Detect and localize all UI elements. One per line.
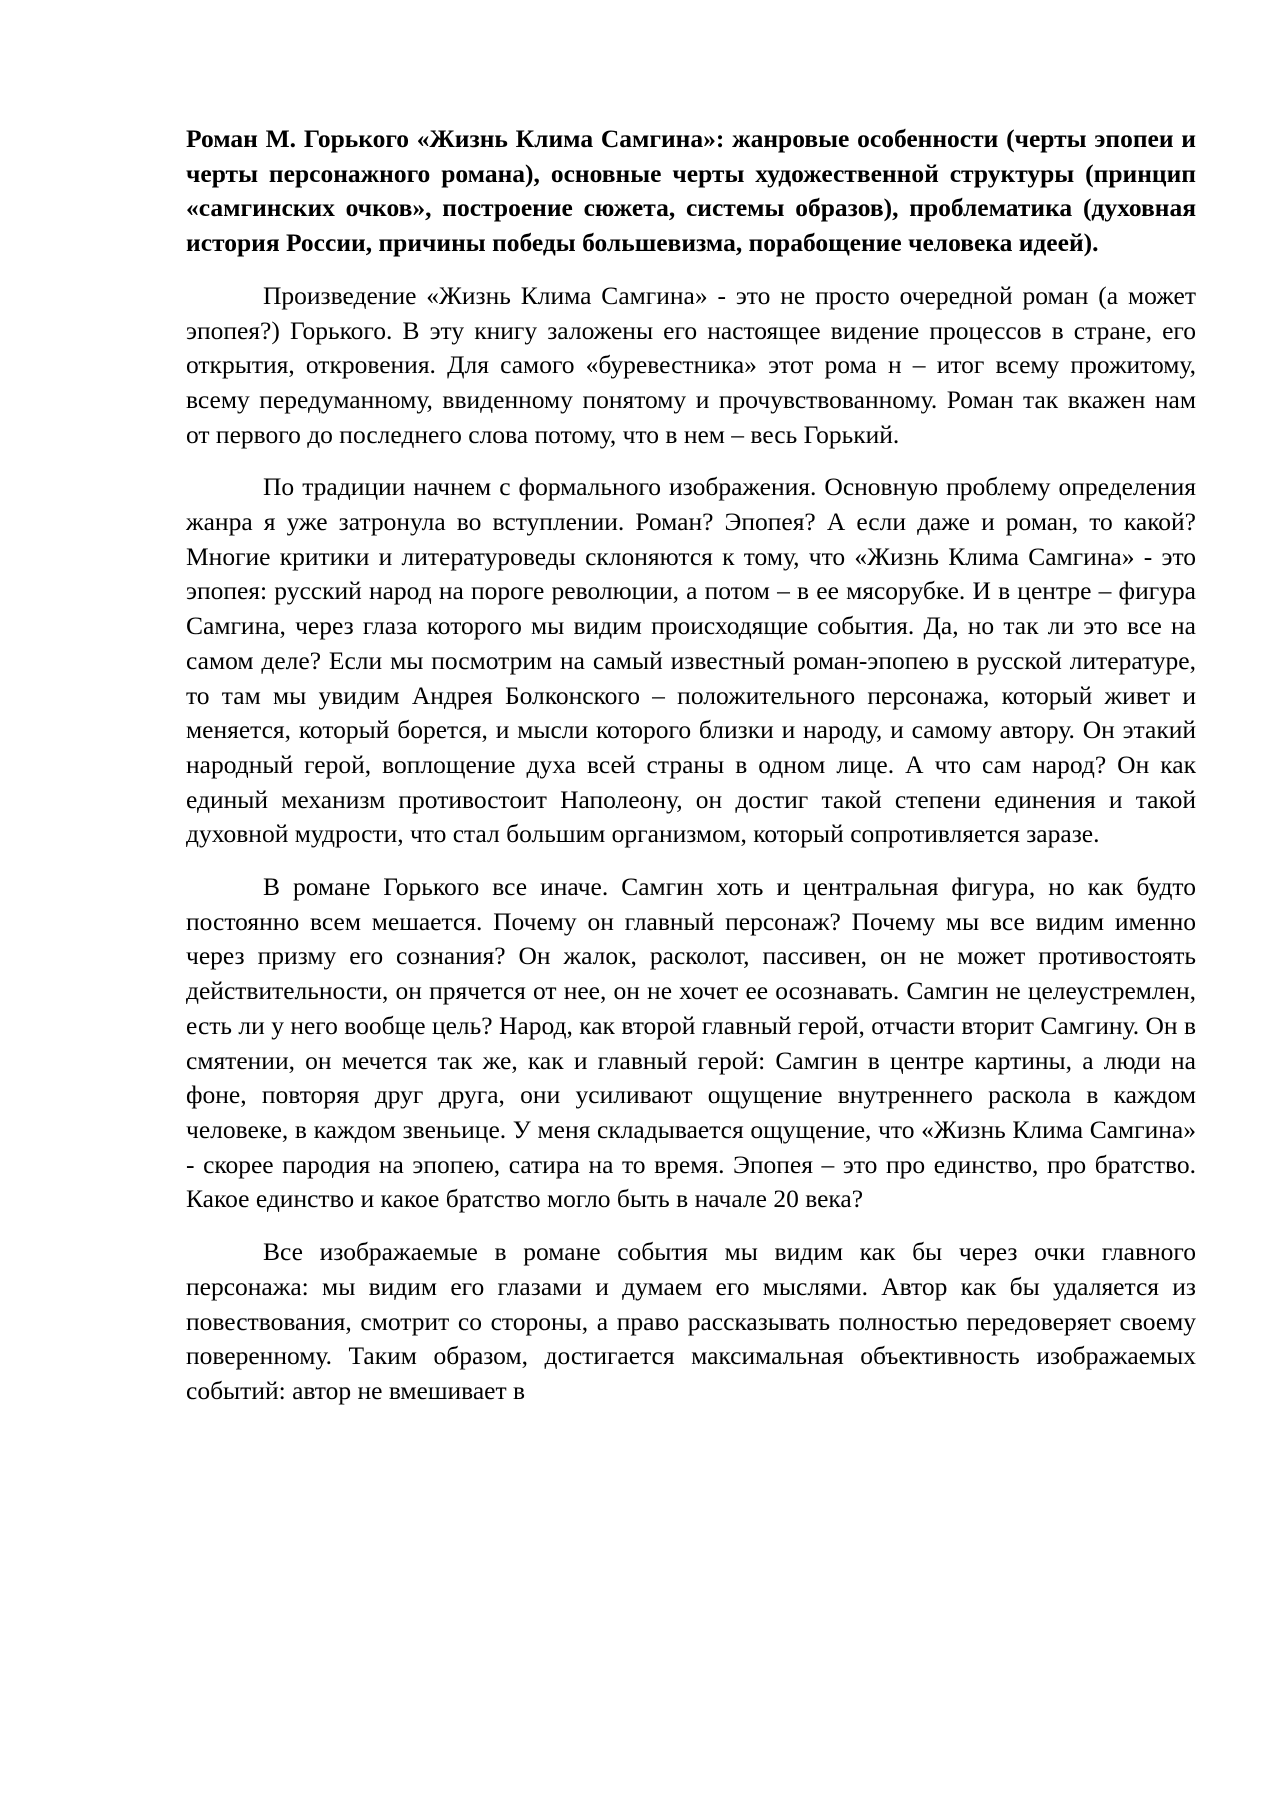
paragraph-4: Все изображаемые в романе события мы видим как бы через очки главного персонажа: мы видим его глазами и думаем его мыслями. Автор как бы удаляется из повествования, смотрит со стороны, а право рассказывать полностью передоверяет своему поверенному. Таким образом, достигается максимальная объективность изображаемых событий: автор не вмешивает в <box>186 1237 1196 1405</box>
paragraph-1: Произведение «Жизнь Клима Самгина» - это не просто очередной роман (а может эпопея?) Горького. В эту книгу заложены его настоящее видение процессов в стране, его открытия, откровения. Для самого «буревестника» этот рома н – итог всему прожитому, всему передуманному, ввиденному понятому и прочувствованному. Роман так вкажен нам от первого до последнего слова потому, что в нем – весь Горький. <box>186 280 1196 449</box>
paragraph-3: В романе Горького все иначе. Самгин хоть и центральная фигура, но как будто постоянно всем мешается. Почему он главный персонаж? Почему мы все видим именно через призму его сознания? Он жалок, расколот, пассивен, он не может противостоять действительности, он прячется от нее, он не хочет ее осознавать. Самгин не целеустремлен, есть ли у него вообще цель? Народ, как второй главный герой, отчасти вторит Самгину. Он в смятении, он мечется так же, как и главный герой: Самгин в центре картины, а люди на фоне, повторяя друг друга, они усиливают ощущение внутреннего раскола в каждом человеке, в каждом звеньице. У меня складывается ощущение, что «Жизнь Клима Самгина» - скорее пародия на эпопею, сатира на то время. Эпопея – это про единство, про братство. Какое единство и какое братство могло быть в начале 20 века? <box>186 872 1196 1214</box>
document-title: Роман М. Горького «Жизнь Клима Самгина»: жанровые особенности (черты эпопеи и черты персонажного романа), основные черты художественной структуры (принцип «самгинских очков», построение сюжета, системы образов), проблематика (духовная история России, причины победы большевизма, порабощение человека идеей). <box>186 124 1196 258</box>
paragraph-2: По традиции начнем с формального изображения. Основную проблему определения жанра я уже затронула во вступлении. Роман? Эпопея? А если даже и роман, то какой? Многие критики и литературоведы склоняются к тому, что «Жизнь Клима Самгина» - это эпопея: русский народ на пороге революции, а потом – в ее мясорубке. И в центре – фигура Самгина, через глаза которого мы видим происходящие события. Да, но так ли это все на самом деле? Если мы посмотрим на самый известный роман-эпопею в русской литературе, то там мы увидим Андрея Болконского – положительного персонажа, который живет и меняется, который борется, и мысли которого близки и народу, и самому автору. Он этакий народный герой, воплощение духа всей страны в одном лице. А что сам народ? Он как единый механизм противостоит Наполеону, он достиг такой степени единения и такой духовной мудрости, что стал большим организмом, который сопротивляется заразе. <box>186 472 1196 849</box>
document-body <box>186 122 1196 1427</box>
